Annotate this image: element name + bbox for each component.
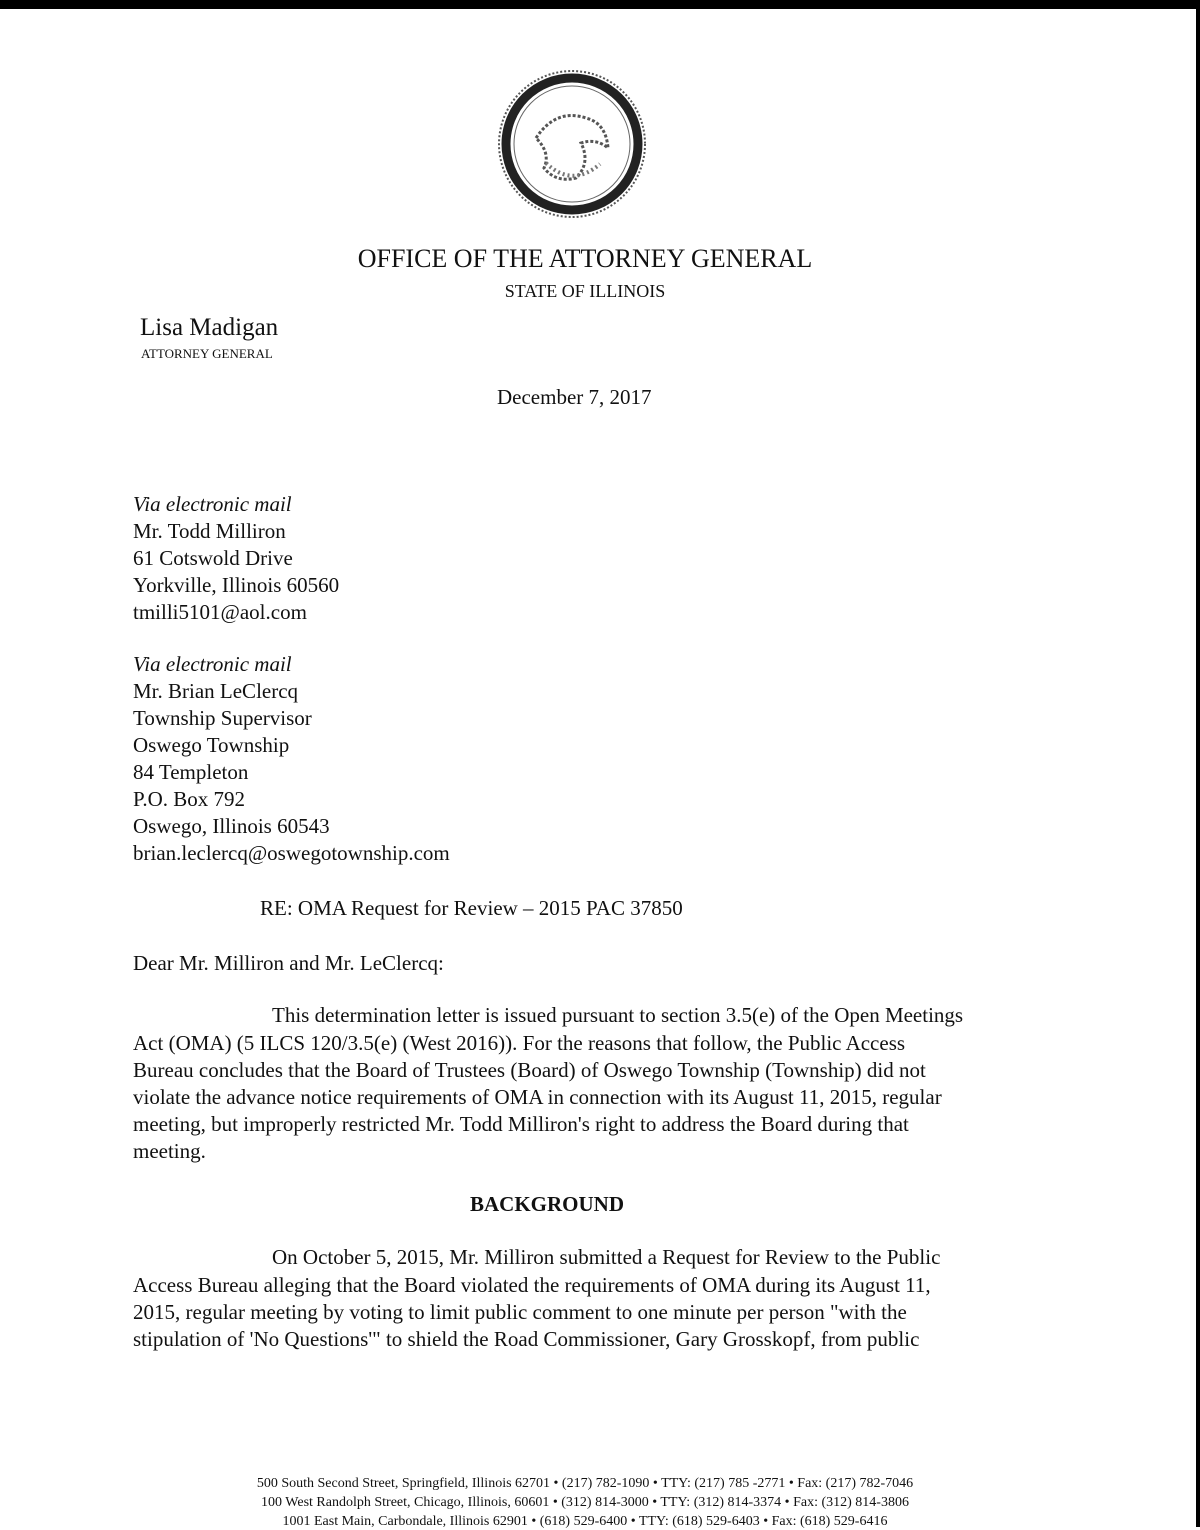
paragraph-line: stipulation of 'No Questions'" to shield the Road Commissioner, Gary Grosskopf, from public bbox=[133, 1327, 920, 1351]
signatory-name: Lisa Madigan bbox=[140, 314, 279, 341]
state-subheading: STATE OF ILLINOIS bbox=[504, 281, 666, 301]
office-heading: OFFICE OF THE ATTORNEY GENERAL bbox=[357, 244, 813, 273]
recipient-city: Yorkville, Illinois 60560 bbox=[133, 573, 340, 597]
delivery-method: Via electronic mail bbox=[133, 492, 292, 516]
attorney-general-seal-logo bbox=[496, 68, 648, 220]
footer-chicago: 100 West Randolph Street, Chicago, Illinois, 60601 • (312) 814-3000 • TTY: (312) 814-3374 • Fax: (312) 814-3806 bbox=[261, 1495, 909, 1510]
recipient-email: brian.leclercq@oswegotownship.com bbox=[133, 841, 450, 865]
recipient-organization: Oswego Township bbox=[133, 733, 290, 757]
recipient-title: Township Supervisor bbox=[133, 706, 312, 730]
recipient-name: Mr. Todd Milliron bbox=[133, 519, 286, 543]
paragraph-line: Act (OMA) (5 ILCS 120/3.5(e) (West 2016)). For the reasons that follow, the Public Access bbox=[133, 1031, 906, 1055]
scan-border-top bbox=[0, 0, 1200, 9]
recipient-po-box: P.O. Box 792 bbox=[133, 787, 246, 811]
footer-springfield: 500 South Second Street, Springfield, Illinois 62701 • (217) 782-1090 • TTY: (217) 785 -2771 • Fax: (217) 782-7046 bbox=[256, 1476, 914, 1491]
recipient-city: Oswego, Illinois 60543 bbox=[133, 814, 330, 838]
recipient-name: Mr. Brian LeClercq bbox=[133, 679, 299, 703]
paragraph-line: meeting. bbox=[133, 1139, 206, 1163]
delivery-method: Via electronic mail bbox=[133, 652, 292, 676]
signatory-title: ATTORNEY GENERAL bbox=[141, 346, 273, 361]
recipient-address: 61 Cotswold Drive bbox=[133, 546, 293, 570]
salutation: Dear Mr. Milliron and Mr. LeClercq: bbox=[133, 951, 444, 975]
paragraph-line: Bureau concludes that the Board of Trustees (Board) of Oswego Township (Township) did not bbox=[133, 1058, 926, 1082]
paragraph-line: 2015, regular meeting by voting to limit public comment to one minute per person "with the bbox=[133, 1300, 907, 1324]
section-heading-background: BACKGROUND bbox=[470, 1192, 625, 1216]
paragraph-line: violate the advance notice requirements of OMA in connection with its August 11, 2015, regular bbox=[133, 1085, 942, 1109]
scan-border-right bbox=[1196, 0, 1200, 1527]
paragraph-line: On October 5, 2015, Mr. Milliron submitted a Request for Review to the Public bbox=[272, 1245, 941, 1269]
recipient-address: 84 Templeton bbox=[133, 760, 249, 784]
re-line: RE: OMA Request for Review – 2015 PAC 37850 bbox=[260, 896, 683, 920]
paragraph-line: meeting, but improperly restricted Mr. Todd Milliron's right to address the Board during that bbox=[133, 1112, 909, 1136]
footer-carbondale: 1001 East Main, Carbondale, Illinois 62901 • (618) 529-6400 • TTY: (618) 529-6403 • Fax: (618) 529-6416 bbox=[282, 1514, 888, 1529]
letter-date: December 7, 2017 bbox=[497, 385, 652, 409]
paragraph-line: This determination letter is issued pursuant to section 3.5(e) of the Open Meetings bbox=[272, 1003, 964, 1027]
recipient-email: tmilli5101@aol.com bbox=[133, 600, 307, 624]
paragraph-line: Access Bureau alleging that the Board violated the requirements of OMA during its August 11, bbox=[133, 1273, 931, 1297]
